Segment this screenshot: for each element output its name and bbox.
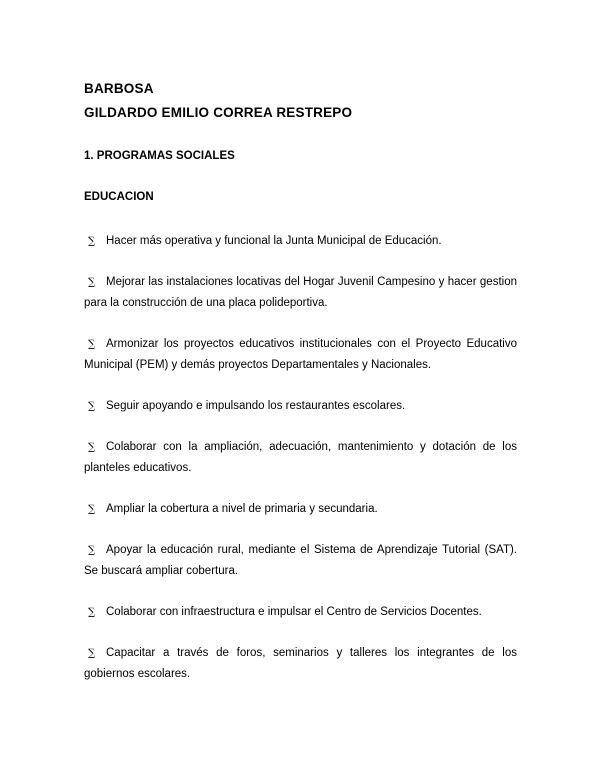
municipality-heading: BARBOSA <box>84 81 154 96</box>
list-item <box>84 602 517 623</box>
list-item-text: Hacer más operativa y funcional la Junta Municipal de Educación. <box>106 235 442 247</box>
list-item <box>84 437 517 479</box>
list-item <box>84 499 517 520</box>
bullet-icon: ∑ <box>88 277 96 288</box>
bullet-icon: ∑ <box>88 401 96 412</box>
bullet-icon: ∑ <box>88 504 96 515</box>
candidate-name-heading: GILDARDO EMILIO CORREA RESTREPO <box>84 105 353 120</box>
list-item-text: Ampliar la cobertura a nivel de primaria y secundaria. <box>106 503 378 515</box>
bullet-icon: ∑ <box>88 648 96 659</box>
education-proposals-list <box>84 231 517 705</box>
list-item <box>84 396 517 417</box>
list-item-text: Seguir apoyando e impulsando los restaurantes escolares. <box>106 400 406 412</box>
list-item-text: Colaborar con la ampliación, adecuación, mantenimiento y dotación de los planteles educativos. <box>84 441 517 474</box>
list-item <box>84 272 517 314</box>
list-item-text: Capacitar a través de foros, seminarios y talleres los integrantes de los gobiernos escolares. <box>84 647 517 680</box>
list-item <box>84 643 517 685</box>
list-item-text: Armonizar los proyectos educativos institucionales con el Proyecto Educativo Municipal (PEM) y demás proyectos Departamentales y Nacionales. <box>84 338 517 371</box>
list-item <box>84 231 517 252</box>
list-item-text: Apoyar la educación rural, mediante el Sistema de Aprendizaje Tutorial (SAT). Se buscará ampliar cobertura. <box>84 544 517 577</box>
list-item <box>84 334 517 376</box>
bullet-icon: ∑ <box>88 236 96 247</box>
bullet-icon: ∑ <box>88 339 96 350</box>
section-title: 1. PROGRAMAS SOCIALES <box>84 150 235 162</box>
bullet-icon: ∑ <box>88 442 96 453</box>
bullet-icon: ∑ <box>88 607 96 618</box>
list-item <box>84 540 517 582</box>
list-item-text: Colaborar con infraestructura e impulsar el Centro de Servicios Docentes. <box>106 606 482 618</box>
bullet-icon: ∑ <box>88 545 96 556</box>
list-item-text: Mejorar las instalaciones locativas del Hogar Juvenil Campesino y hacer gestion para la construcción de una placa polideportiva. <box>84 276 517 309</box>
subsection-title: EDUCACION <box>84 191 154 203</box>
